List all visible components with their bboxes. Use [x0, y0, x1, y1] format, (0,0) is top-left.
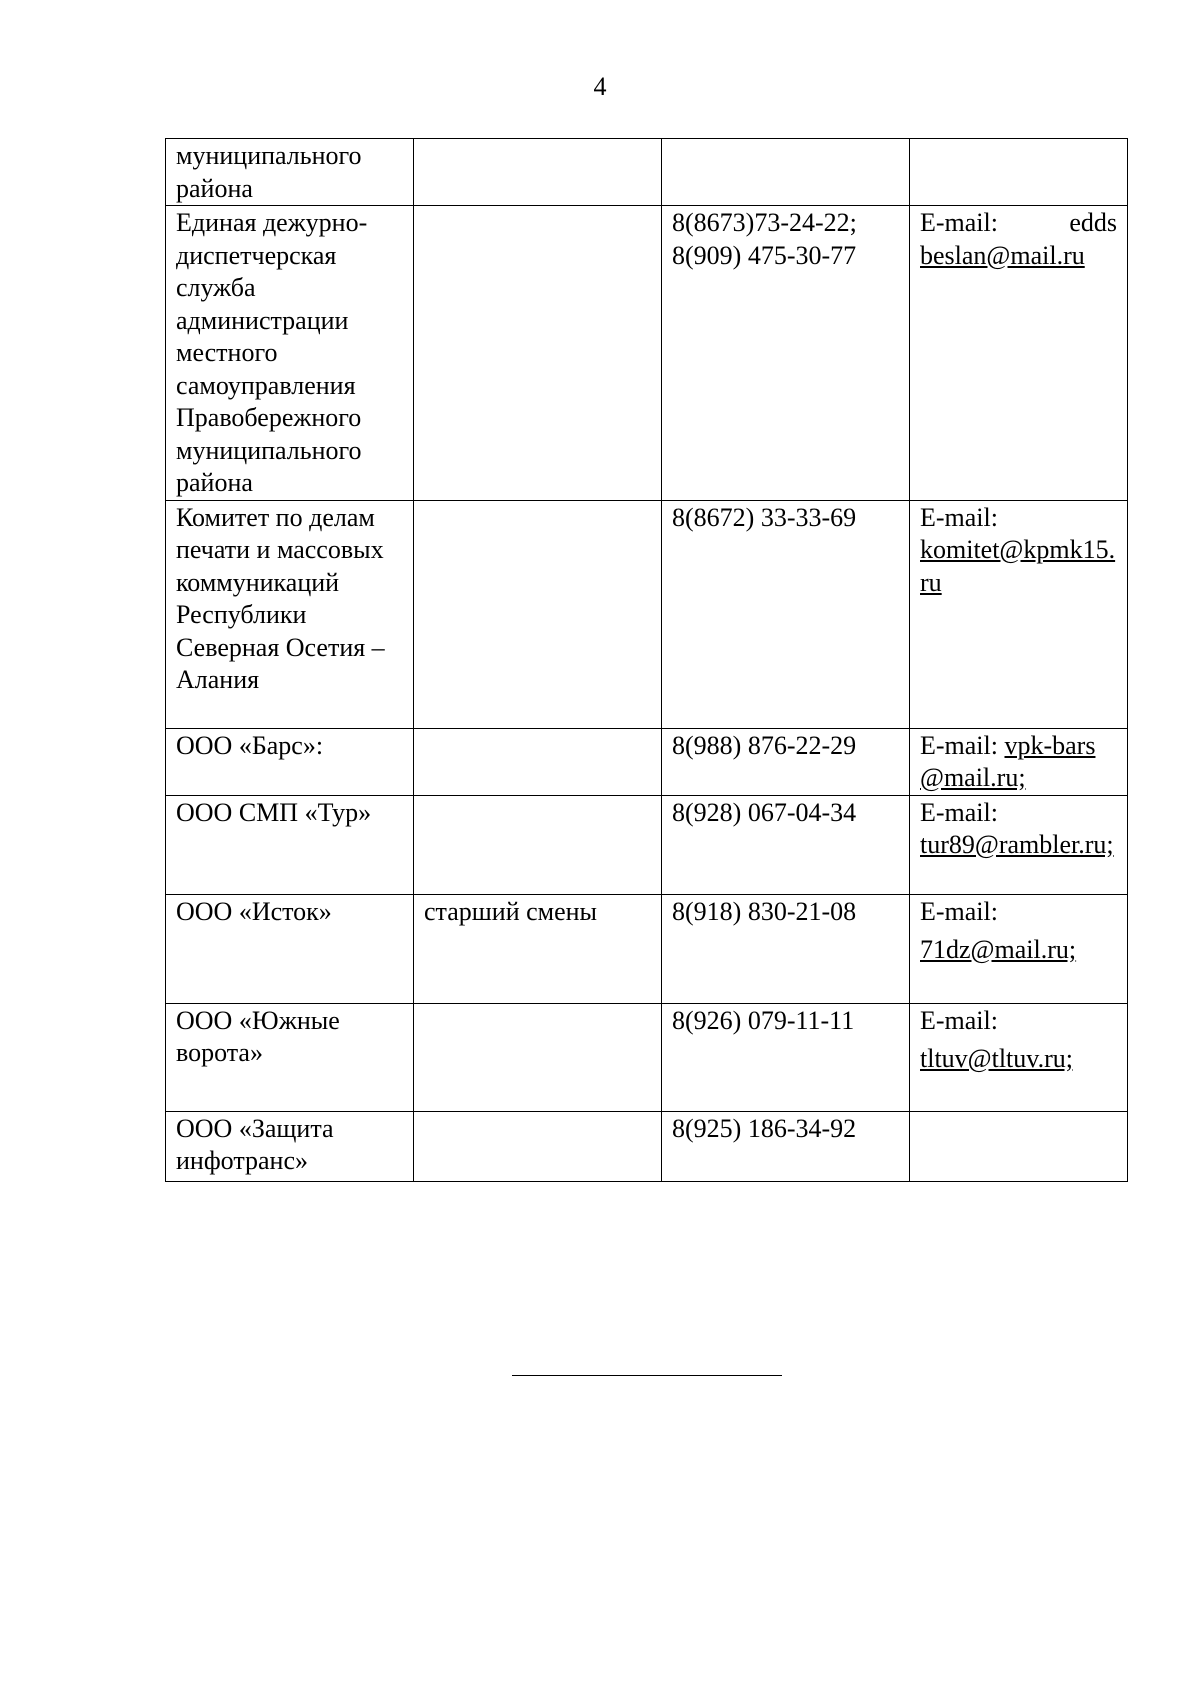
email-label: E-mail: [920, 502, 998, 532]
organization-name-cell: ООО «Исток» [166, 894, 414, 1003]
table-row [166, 894, 1128, 1003]
email-cell [910, 139, 1128, 206]
table-row [166, 1003, 1128, 1111]
email-cell [910, 728, 1128, 795]
email-link[interactable]: vpk-bars@mail.ru; [920, 730, 1096, 792]
phone-cell: 8(928) 067-04-34 [662, 795, 910, 894]
phone-cell: 8(925) 186-34-92 [662, 1111, 910, 1181]
position-cell [414, 500, 662, 728]
organization-name-cell: ООО «Южные ворота» [166, 1003, 414, 1111]
email-label: E-mail: [920, 208, 998, 237]
email-cell [910, 500, 1128, 728]
footer-divider [512, 1375, 782, 1376]
phone-cell: 8(8672) 33-33-69 [662, 500, 910, 728]
position-cell [414, 206, 662, 501]
page-number: 4 [593, 72, 607, 101]
email-link[interactable]: tur89@rambler.ru; [920, 830, 1114, 859]
email-link[interactable]: beslan@mail.ru [920, 240, 1085, 270]
table-row [166, 795, 1128, 894]
organization-name-cell: ООО «Барс»: [166, 728, 414, 795]
position-cell: старший смены [414, 894, 662, 1003]
position-cell [414, 1111, 662, 1181]
table-row [166, 1111, 1128, 1181]
email-cell [910, 1003, 1128, 1111]
organization-name-cell: Комитет по делам печати и массовых коммуникаций Республики Северная Осетия – Алания [166, 500, 414, 728]
email-cell [910, 1111, 1128, 1181]
email-link[interactable]: komitet@kpmk15.ru [920, 535, 1116, 597]
position-cell [414, 795, 662, 894]
email-link[interactable]: 71dz@mail.ru; [920, 935, 1077, 964]
phone-cell: 8(988) 876-22-29 [662, 728, 910, 795]
table-row [166, 139, 1128, 206]
position-cell [414, 1003, 662, 1111]
table-row [166, 500, 1128, 728]
table-row [166, 206, 1128, 501]
email-label: E-mail: [920, 1005, 998, 1035]
phone-cell: 8(926) 079-11-11 [662, 1003, 910, 1111]
position-cell [414, 728, 662, 795]
organization-name-cell: ООО «Защита инфотранс» [166, 1111, 414, 1181]
email-label: E-mail: [920, 797, 998, 827]
table-row [166, 728, 1128, 795]
email-link[interactable]: tltuv@tltuv.ru; [920, 1044, 1073, 1073]
email-cell [910, 206, 1128, 501]
organization-name-cell: муниципального района [166, 139, 414, 206]
phone-cell: 8(918) 830-21-08 [662, 894, 910, 1003]
email-prefix: edds [1069, 208, 1117, 237]
email-label: E-mail: [920, 730, 998, 760]
email-cell [910, 795, 1128, 894]
position-cell [414, 139, 662, 206]
organization-name-cell: Единая дежурно-диспетчерская служба администрации местного самоуправления Правобережного муниципального района [166, 206, 414, 501]
phone-cell: 8(8673)73-24-22; 8(909) 475-30-77 [662, 206, 910, 501]
email-cell [910, 894, 1128, 1003]
organization-name-cell: ООО СМП «Тур» [166, 795, 414, 894]
contacts-table [165, 138, 1128, 1182]
phone-cell [662, 139, 910, 206]
email-label: E-mail: [920, 896, 998, 926]
